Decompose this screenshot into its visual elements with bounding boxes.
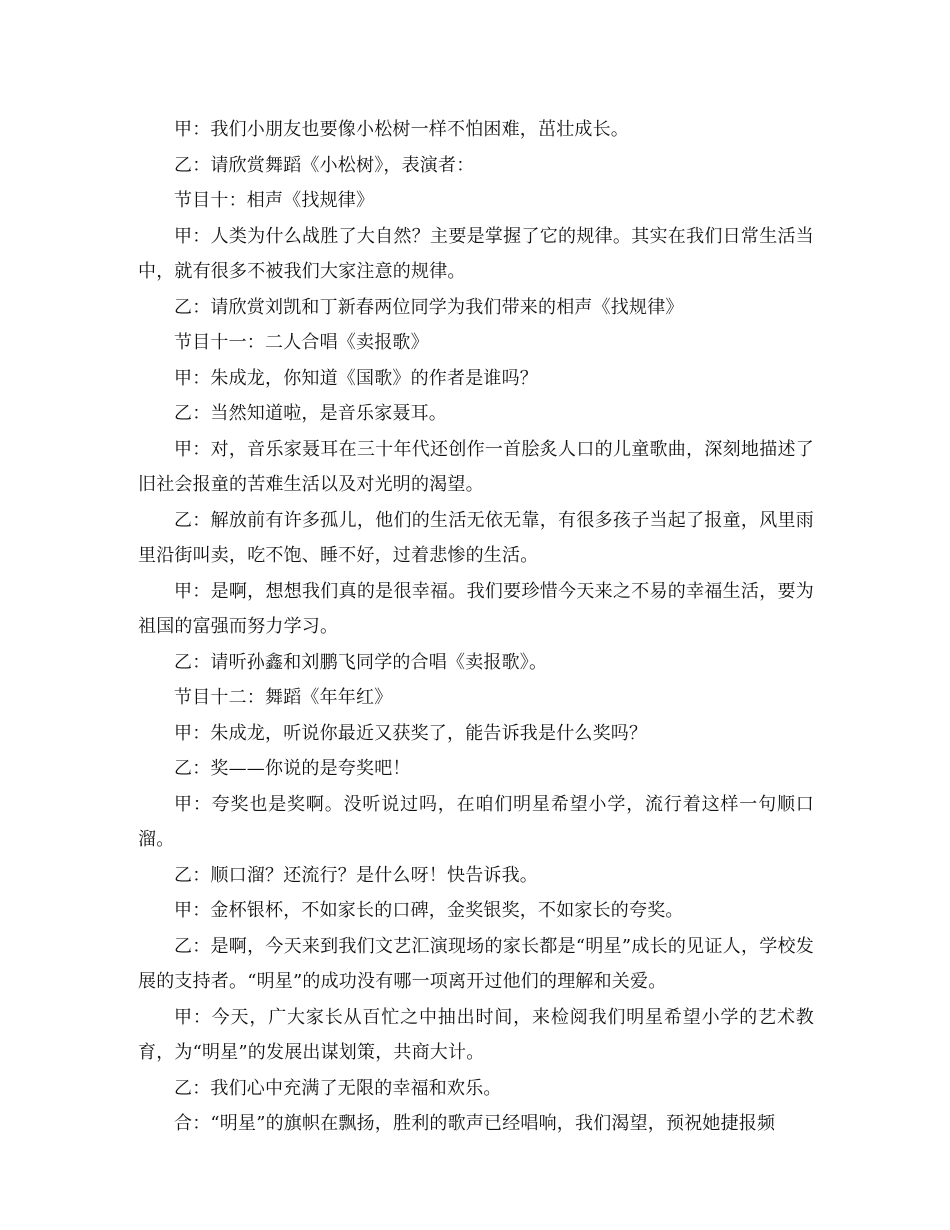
paragraph: 甲：我们小朋友也要像小松树一样不怕困难，茁壮成长。 (174, 119, 629, 140)
paragraph: 乙：请听孙鑫和刘鹏飞同学的合唱《卖报歌》。 (174, 651, 548, 673)
paragraph: 乙：请欣赏舞蹈《小松树》，表演者： (174, 154, 475, 176)
paragraph: 甲：对，音乐家聂耳在三十年代还创作一首脍炙人口的儿童歌曲，深刻地描述了旧社会报童的苦难生活以及对光明的渴望。 (138, 438, 814, 495)
paragraph: 乙：我们心中充满了无限的幸福和欢乐。 (174, 1077, 502, 1099)
paragraph: 乙：请欣赏刘凯和丁新春两位同学为我们带来的相声《找规律》 (174, 296, 684, 318)
paragraph: 乙：当然知道啦，是音乐家聂耳。 (174, 403, 447, 424)
program-heading: 节目十：相声《找规律》 (174, 190, 375, 211)
paragraph: 甲：是啊，想想我们真的是很幸福。我们要珍惜今天来之不易的幸福生活，要为祖国的富强而努力学习。 (138, 580, 814, 637)
paragraph: 乙：顺口溜？还流行？是什么呀！快告诉我。 (174, 864, 538, 886)
paragraph: 乙：是啊，今天来到我们文艺汇演现场的家长都是“明星”成长的见证人，学校发展的支持者。“明星”的成功没有哪一项离开过他们的理解和关爱。 (138, 935, 814, 992)
paragraph: 乙：解放前有许多孤儿，他们的生活无依无靠，有很多孩子当起了报童，风里雨里沿街叫卖，吃不饱、睡不好，过着悲惨的生活。 (138, 509, 814, 566)
paragraph: 甲：朱成龙，听说你最近又获奖了，能告诉我是什么奖吗？ (174, 722, 648, 744)
paragraph: 甲：夸奖也是奖啊。没听说过吗，在咱们明星希望小学，流行着这样一句顺口溜。 (138, 793, 814, 850)
program-heading: 节目十二：舞蹈《年年红》 (174, 687, 393, 708)
paragraph: 甲：人类为什么战胜了大自然？主要是掌握了它的规律。其实在我们日常生活当中，就有很多不被我们大家注意的规律。 (138, 225, 814, 282)
paragraph: 甲：朱成龙，你知道《国歌》的作者是谁吗？ (174, 367, 538, 389)
paragraph: 合：“明星”的旗帜在飘扬，胜利的歌声已经唱响，我们渴望，预祝她捷报频 (174, 1113, 776, 1134)
paragraph: 乙：奖——你说的是夸奖吧！ (174, 758, 411, 779)
paragraph: 甲：金杯银杯，不如家长的口碑，金奖银奖，不如家长的夸奖。 (174, 900, 684, 921)
program-heading: 节目十一：二人合唱《卖报歌》 (174, 332, 429, 353)
paragraph: 甲：今天，广大家长从百忙之中抽出时间，来检阅我们明星希望小学的艺术教育，为“明星”的发展出谋划策，共商大计。 (138, 1006, 814, 1063)
document-body (138, 112, 814, 1142)
